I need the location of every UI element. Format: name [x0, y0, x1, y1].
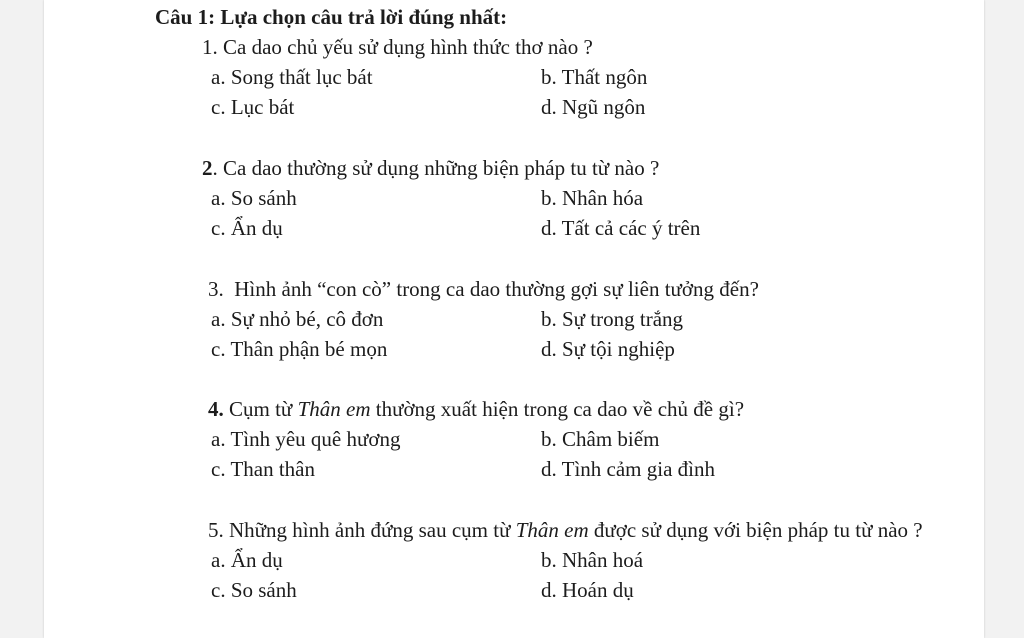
question-stem-before: Cụm từ — [223, 397, 298, 421]
option-d: d. Sự tội nghiệp — [541, 337, 675, 361]
question-number: 2 — [202, 156, 213, 180]
option-a: a. Ẩn dụ — [211, 548, 283, 572]
question-4 — [44, 397, 984, 487]
option-a: a. Sự nhỏ bé, cô đơn — [211, 307, 384, 331]
option-d: d. Tình cảm gia đình — [541, 457, 715, 481]
question-stem-italic: Thân em — [515, 518, 589, 542]
question-number: 4. — [208, 397, 224, 421]
question-3 — [44, 277, 984, 367]
question-2 — [44, 156, 984, 246]
option-d: d. Tất cả các ý trên — [541, 216, 701, 240]
question-1 — [44, 35, 984, 125]
question-stem-after: được sử dụng với biện pháp tu từ nào ? — [588, 518, 923, 542]
option-c: c. Ẩn dụ — [211, 216, 283, 240]
option-b: b. Nhân hóa — [541, 186, 644, 210]
question-stem: Ca dao chủ yếu sử dụng hình thức thơ nào ? — [217, 35, 593, 59]
option-d: d. Ngũ ngôn — [541, 95, 646, 119]
question-stem-italic: Thân em — [297, 397, 371, 421]
option-a: a. So sánh — [211, 186, 297, 210]
question-number: 3. — [208, 277, 224, 301]
question-text — [202, 156, 659, 181]
question-stem: . Ca dao thường sử dụng những biện pháp tu từ nào ? — [212, 156, 660, 180]
option-b: b. Châm biếm — [541, 427, 660, 451]
option-c: c. So sánh — [211, 578, 297, 602]
option-c: c. Thân phận bé mọn — [211, 337, 388, 361]
document-page — [44, 0, 984, 638]
question-number: 5. — [208, 518, 224, 542]
question-text — [208, 518, 923, 543]
question-text — [208, 397, 744, 422]
question-text — [208, 277, 759, 302]
question-stem-after: thường xuất hiện trong ca dao về chủ đề gì? — [370, 397, 745, 421]
option-c: c. Than thân — [211, 457, 315, 481]
question-stem-before: Những hình ảnh đứng sau cụm từ — [223, 518, 516, 542]
option-a: a. Song thất lục bát — [211, 65, 373, 89]
question-5 — [44, 518, 984, 608]
question-stem: Hình ảnh “con cò” trong ca dao thường gợi sự liên tưởng đến? — [223, 277, 759, 301]
option-b: b. Thất ngôn — [541, 65, 648, 89]
option-c: c. Lục bát — [211, 95, 295, 119]
question-number: 1. — [202, 35, 218, 59]
option-b: b. Sự trong trắng — [541, 307, 684, 331]
option-b: b. Nhân hoá — [541, 548, 644, 572]
section-heading: Câu 1: Lựa chọn câu trả lời đúng nhất: — [155, 5, 508, 29]
option-d: d. Hoán dụ — [541, 578, 634, 602]
question-text — [202, 35, 593, 60]
option-a: a. Tình yêu quê hương — [211, 427, 401, 451]
